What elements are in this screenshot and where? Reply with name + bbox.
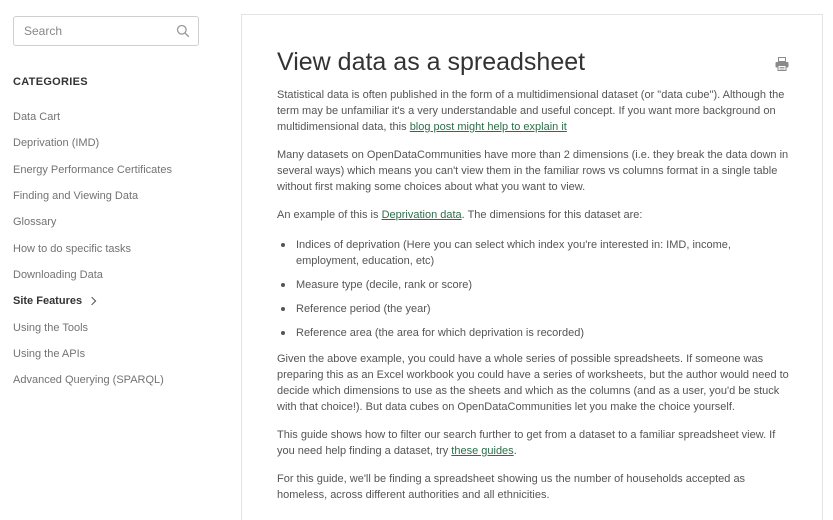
category-list	[13, 104, 172, 393]
sidebar-item-label: Advanced Querying (SPARQL)	[13, 374, 164, 387]
sidebar-item-label: How to do specific tasks	[13, 242, 131, 255]
article-panel	[241, 14, 823, 520]
paragraph-text: . The dimensions for this dataset are:	[461, 209, 643, 221]
sidebar-item-glossary[interactable]	[13, 209, 172, 235]
sidebar-item-label: Using the Tools	[13, 321, 89, 334]
paragraph-text: This guide shows how to filter our search further to get from a dataset to a familiar spreadsheet view. If you need help finding a dataset, try	[277, 429, 776, 457]
paragraph-text: An example of this is	[277, 209, 382, 221]
search-input[interactable]	[14, 17, 164, 45]
paragraph-guide	[277, 427, 792, 459]
sidebar-item-label: Using the APIs	[13, 347, 86, 360]
sidebar-item-deprivation[interactable]	[13, 130, 172, 156]
sidebar-item-using-apis[interactable]	[13, 341, 172, 367]
paragraph-homeless: For this guide, we'll be finding a spreadsheet showing us the number of households accepted as homeless, across different authorities and all ethnicities.	[277, 473, 746, 501]
paragraph-intro	[277, 87, 792, 135]
sidebar-item-site-features[interactable]	[13, 288, 172, 314]
paragraph-dimensions: Many datasets on OpenDataCommunities have more than 2 dimensions (i.e. they break the data down in several ways) which means you can't view them in the familiar rows vs columns format in a single table without first making some choices about what you want to view.	[277, 149, 789, 193]
deprivation-data-link[interactable]: Deprivation data	[381, 209, 462, 221]
paragraph-text: Statistical data is often published in the form of a multidimensional dataset (or "data cube"). Although the term may be unfamiliar it's a very understandable and useful concept. If you want more background on multidimensional data, this	[277, 89, 785, 133]
sidebar-item-label: Site Features	[13, 295, 83, 308]
print-icon[interactable]	[775, 57, 789, 71]
sidebar-item-energy-performance[interactable]	[13, 157, 172, 183]
paragraph-spreadsheets: Given the above example, you could have a whole series of possible spreadsheets. If someone was preparing this as an Excel workbook you could have a series of worksheets, but the author would need to decide which dimensions to use as the sheets and which as the columns (and as a user, you'd be stuck with that choice!). But data cubes on OpenDataCommunities let you make the choice yourself.	[277, 353, 789, 413]
sidebar-item-using-tools[interactable]	[13, 314, 172, 340]
chevron-right-icon	[88, 296, 96, 304]
these-guides-link[interactable]: these guides	[451, 445, 514, 457]
list-item: Reference period (the year)	[277, 301, 792, 317]
sidebar-item-label: Glossary	[13, 216, 57, 229]
sidebar-item-how-to[interactable]	[13, 235, 172, 261]
sidebar-item-downloading[interactable]	[13, 262, 172, 288]
list-item: Reference area (the area for which deprivation is recorded)	[277, 325, 792, 341]
sidebar-item-advanced-querying[interactable]	[13, 367, 172, 393]
search-box[interactable]	[13, 16, 199, 46]
sidebar-item-label: Deprivation (IMD)	[13, 137, 100, 150]
article-body	[277, 87, 792, 515]
categories-heading: CATEGORIES	[13, 76, 88, 88]
sidebar-item-data-cart[interactable]	[13, 104, 172, 130]
paragraph-example	[277, 207, 792, 223]
dimension-list	[277, 237, 792, 341]
list-item: Measure type (decile, rank or score)	[277, 277, 792, 293]
sidebar-item-label: Downloading Data	[13, 268, 103, 281]
list-item: Indices of deprivation (Here you can select which index you're interested in: IMD, income, employment, education, etc)	[277, 237, 792, 269]
sidebar	[0, 0, 230, 520]
sidebar-item-finding-viewing[interactable]	[13, 183, 172, 209]
sidebar-item-label: Data Cart	[13, 111, 61, 124]
blog-post-link[interactable]: blog post might help to explain it	[409, 121, 567, 133]
search-icon[interactable]	[176, 24, 190, 38]
sidebar-item-label: Energy Performance Certificates	[13, 163, 172, 176]
sidebar-item-label: Finding and Viewing Data	[13, 190, 139, 203]
page-title: View data as a spreadsheet	[277, 48, 586, 76]
paragraph-text: .	[513, 445, 517, 457]
